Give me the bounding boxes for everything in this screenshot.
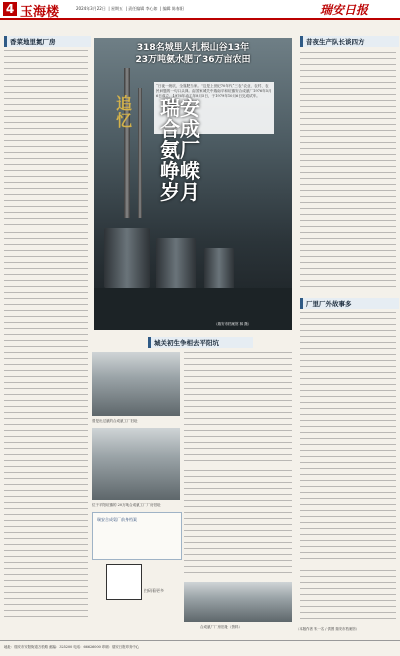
page-name: 玉海楼 [20, 5, 60, 20]
foreground [94, 288, 292, 330]
left-body-text-1 [4, 50, 88, 228]
page-number: 4 [3, 2, 17, 16]
tank-2 [156, 238, 196, 290]
footer-rule [0, 640, 400, 641]
intro-text: “日夜一统坑，全靠肥当家。”这是上世纪70年代“三农”农业、农村、农民问题的一句口头禅。由国家城关中瑞南平和坑镇安合成氨厂1976年5月6日成立，1976年动工年8月5日，于1979年10月6日完成试车。 [156, 84, 272, 98]
headline-line-1: 318名城里人扎根山谷13年 [136, 43, 250, 53]
center-body-text-2 [184, 470, 292, 578]
newspaper-logo: 瑞安日报 [320, 3, 369, 17]
right-body-text-2 [300, 312, 396, 562]
right-body-text-1 [300, 52, 396, 292]
vertical-title: 瑞安合成氨厂峥嵘岁月 [160, 96, 200, 204]
qr-code[interactable] [106, 564, 142, 600]
left-body-text-2 [4, 232, 88, 407]
right-body-text-3 [300, 570, 396, 622]
left-body-text-3 [4, 412, 88, 622]
qr-label: 扫码看更多 [144, 588, 164, 593]
document-image [92, 512, 182, 560]
date-line: 2024年3月22日 [76, 6, 106, 11]
masthead-meta: 2024年3月22日 | 星期五 | 责任编辑 李心如 | 编辑 陈春阳 [76, 6, 184, 11]
center-sub-title: 城关初生争相去平阳坑 [148, 337, 253, 348]
byline: （本版作者 朱一名 / 供图 瑞安市档案馆） [296, 627, 360, 631]
photo-credit: （瑞安市档案馆 林 摄） [214, 322, 252, 326]
right-section-title-1: 昔夜生产队长谈四方 [300, 36, 399, 47]
photo-caption-3: 位于平阳坑镇的 20万吨合成氨工厂厂房旧址 [92, 503, 161, 507]
document-caption: 瑞安合成氨厂前身档案 [97, 517, 137, 522]
tag-zhuiyi: 追忆 [115, 94, 132, 130]
headline-line-2: 23万吨氨水肥了36万亩农田 [135, 55, 251, 65]
building-photo-1 [92, 352, 180, 416]
building-photo-3 [184, 582, 292, 622]
left-section-title: 香菜地里氮厂房 [4, 36, 91, 47]
tank-3 [204, 248, 234, 293]
photo-caption-4: 合成氨厂厂房旧址（资料） [200, 625, 242, 629]
editor: 责任编辑 李心如 [128, 6, 158, 11]
photo-caption-2: 曾是出过氨的合成氨工厂旧址 [92, 419, 138, 423]
center-body-text-1 [184, 352, 292, 464]
tank-1 [104, 228, 150, 288]
footer-text: 地址：瑞安市安阳街道万松路 邮编：325200 电话：66626000 印刷：瑞安日报印务中心 [4, 645, 140, 649]
headline [94, 42, 292, 66]
right-section-title-2: 厂里厂外故事多 [300, 298, 399, 309]
chimney-1 [124, 68, 130, 218]
building-photo-2 [92, 428, 180, 500]
proofreader: 编辑 陈春阳 [162, 6, 184, 11]
chimney-2 [138, 88, 142, 218]
weekday: 星期五 [111, 6, 123, 11]
